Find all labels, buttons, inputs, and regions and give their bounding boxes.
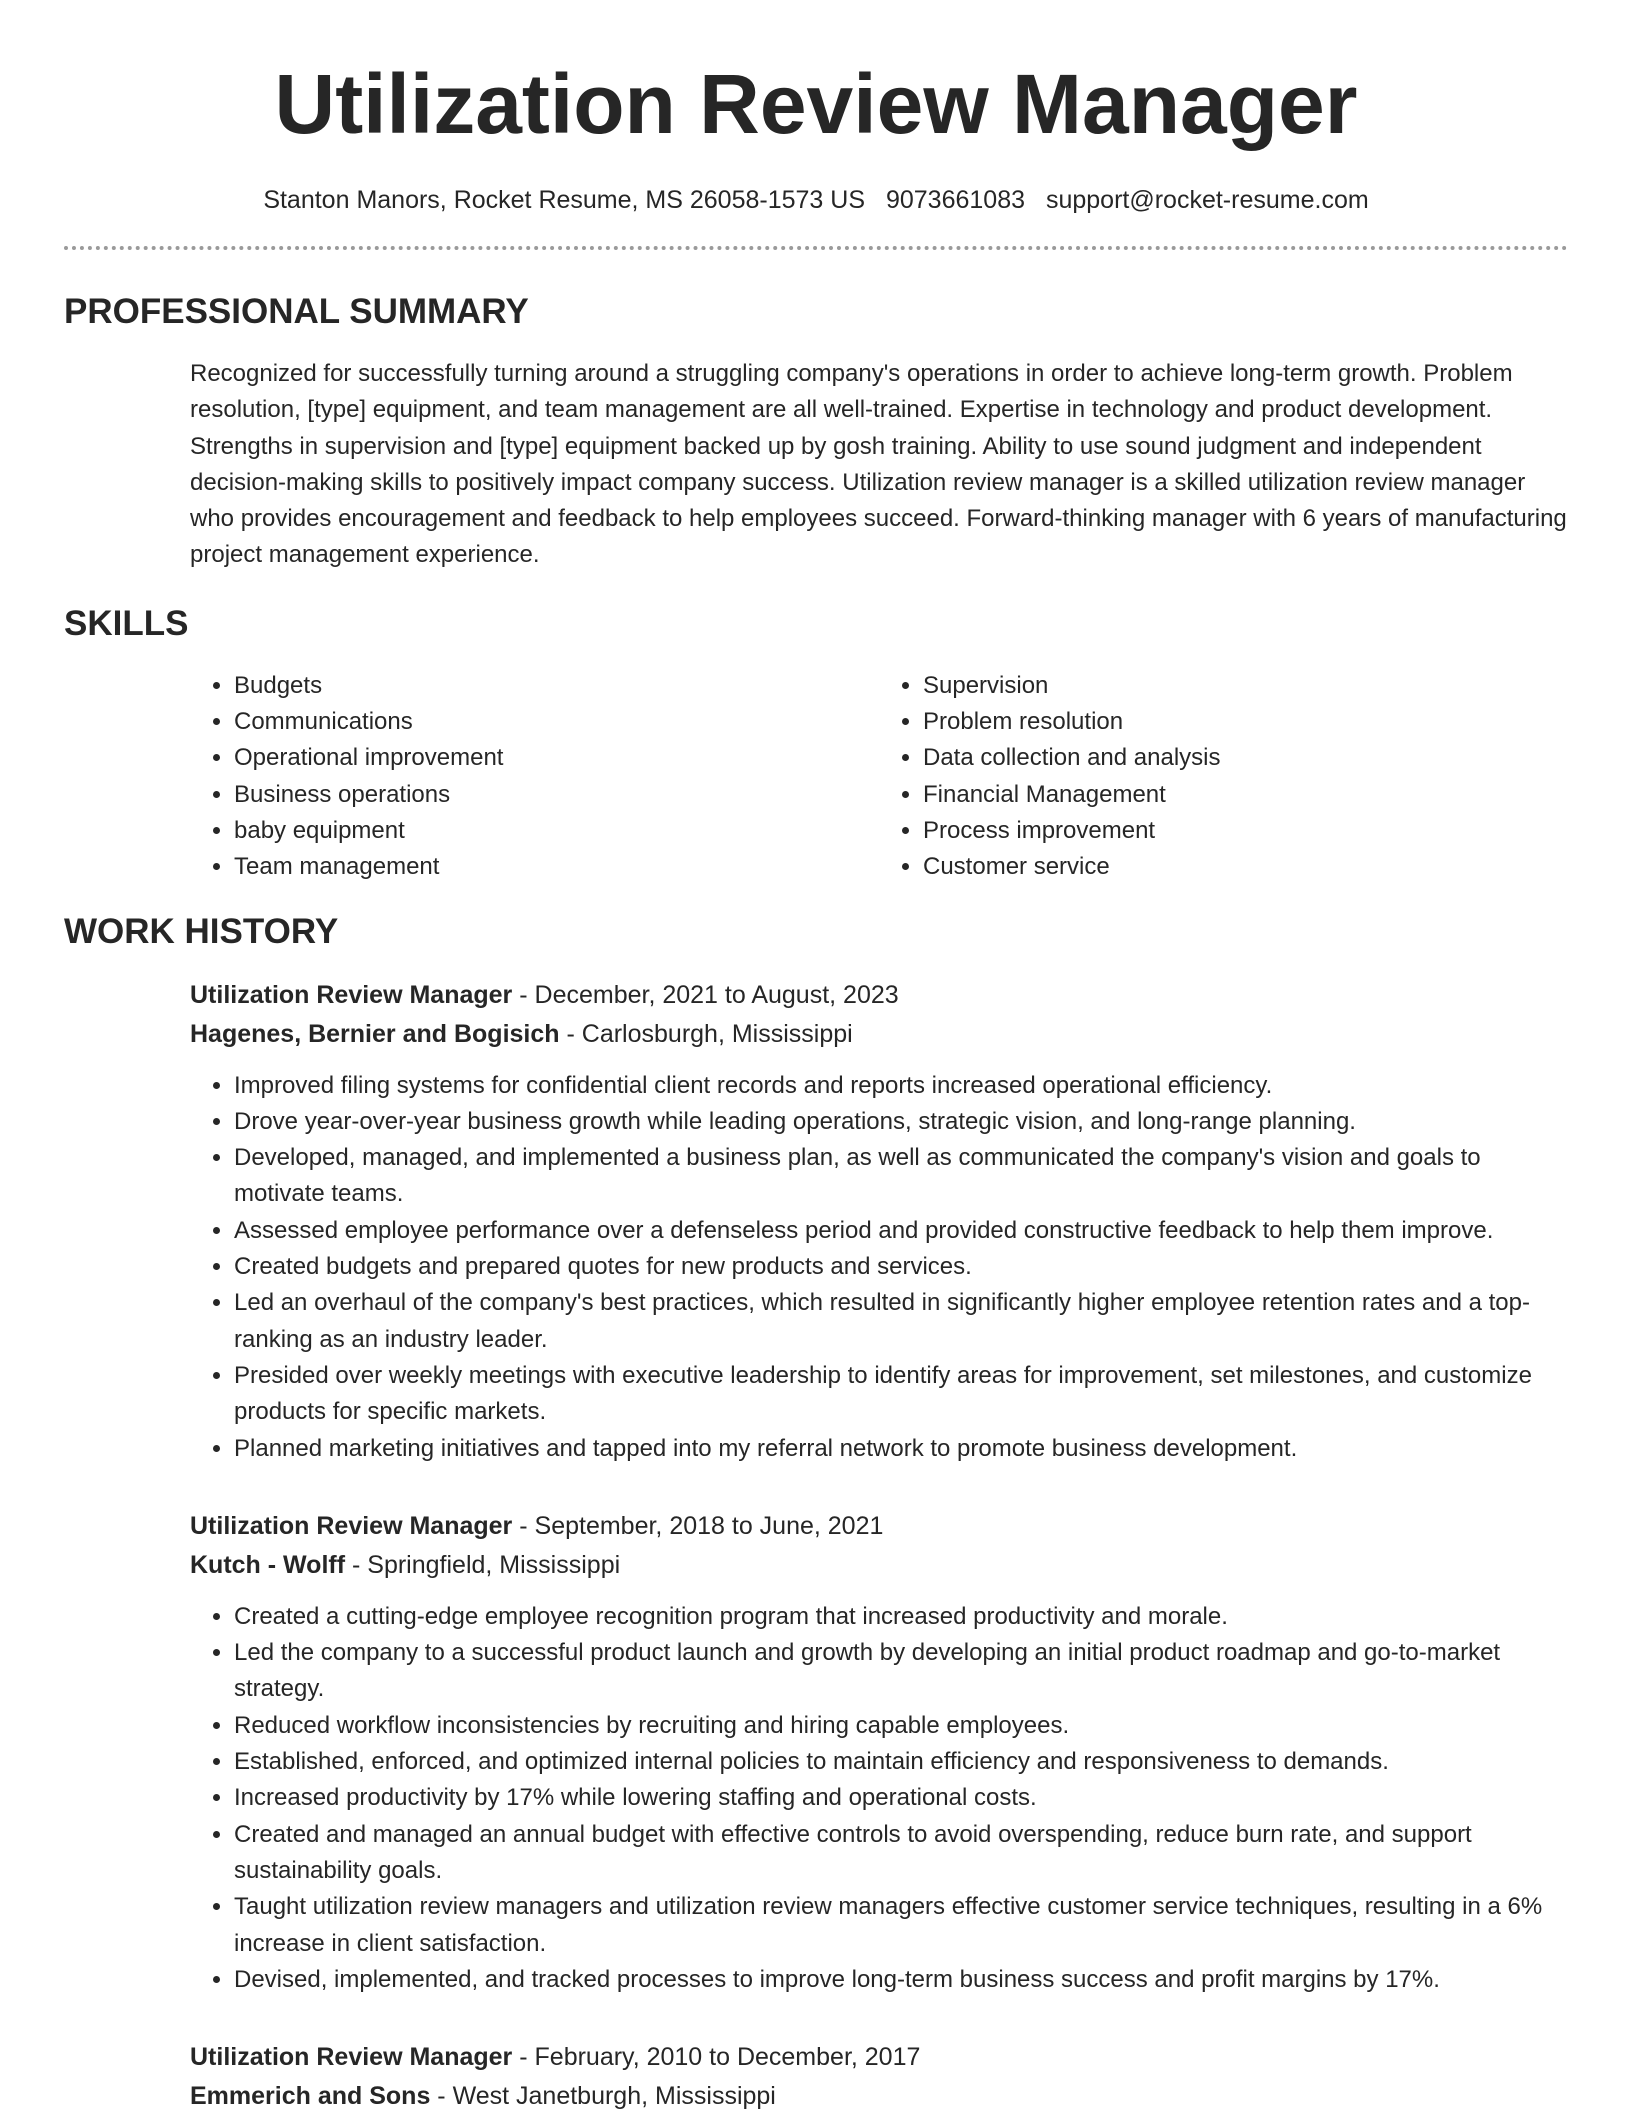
skill-item: • Customer service bbox=[923, 849, 1568, 885]
contact-address: Stanton Manors, Rocket Resume, MS 26058-1573 US bbox=[263, 186, 866, 214]
job-entry bbox=[190, 1507, 1568, 1998]
skill-item: • Communications bbox=[234, 704, 879, 740]
job-company: Hagenes, Bernier and Bogisich bbox=[190, 1019, 560, 1048]
skills-heading: SKILLS bbox=[64, 603, 189, 643]
skills-list-left bbox=[190, 668, 879, 886]
summary-text: Recognized for successfully turning around a struggling company's operations in order to achieve long-term growth. Problem resolution, [type] equipment, and team management are all well-trained. Expertise in technology and product development. Strengths in supervision and [type] equipment backed up by gosh training. Ability to use sound judgment and independent decision-making skills to positively impact company success. Utilization review manager is a skilled utilization review manager who provides encouragement and feedback to help employees succeed. Forward-thinking manager with 6 years of manufacturing project management experience. bbox=[190, 360, 1567, 569]
job-bullet: • Increased productivity by 17% while lowering staffing and operational costs. bbox=[234, 1780, 1568, 1816]
job-bullet: • Taught utilization review managers and utilization review managers effective customer service techniques, resulting in a 6% increase in client satisfaction. bbox=[234, 1889, 1568, 1962]
job-bullet: • Led an overhaul of the company's best practices, which resulted in significantly higher employee retention rates and a top-ranking as an industry leader. bbox=[234, 1285, 1568, 1358]
skill-item: • Team management bbox=[234, 849, 879, 885]
job-bullet: • Devised, implemented, and tracked processes to improve long-term business success and profit margins by 17%. bbox=[234, 1962, 1568, 1998]
resume-name: Utilization Review Manager bbox=[274, 57, 1358, 151]
skill-item: • Business operations bbox=[234, 777, 879, 813]
job-bullet: • Developed, managed, and implemented a business plan, as well as communicated the company's vision and goals to motivate teams. bbox=[234, 1140, 1568, 1213]
job-bullet: • Created a cutting-edge employee recognition program that increased productivity and morale. bbox=[234, 1599, 1568, 1635]
job-dates: - September, 2018 to June, 2021 bbox=[512, 1511, 884, 1540]
summary-heading: PROFESSIONAL SUMMARY bbox=[64, 292, 529, 331]
job-title-line bbox=[190, 2038, 1568, 2077]
skills-list-right bbox=[879, 668, 1568, 886]
job-bullets bbox=[190, 1068, 1568, 1467]
skill-item: • Budgets bbox=[234, 668, 879, 704]
job-dates: - February, 2010 to December, 2017 bbox=[512, 2043, 921, 2072]
job-bullets bbox=[190, 1599, 1568, 1998]
job-entry bbox=[190, 976, 1568, 1467]
job-role: Utilization Review Manager bbox=[190, 2043, 513, 2072]
skill-item: • baby equipment bbox=[234, 813, 879, 849]
job-role: Utilization Review Manager bbox=[190, 980, 513, 1009]
contact-email: support@rocket-resume.com bbox=[1045, 186, 1369, 214]
job-bullet: • Planned marketing initiatives and tapped into my referral network to promote business development. bbox=[234, 1431, 1568, 1467]
job-location: - Springfield, Mississippi bbox=[345, 1550, 621, 1579]
contact-line bbox=[64, 182, 1568, 218]
skill-item: • Data collection and analysis bbox=[923, 740, 1568, 776]
job-bullet: • Established, enforced, and optimized internal policies to maintain efficiency and responsiveness to demands. bbox=[234, 1744, 1568, 1780]
work-history-heading: WORK HISTORY bbox=[64, 911, 339, 951]
job-dates: - December, 2021 to August, 2023 bbox=[512, 980, 899, 1009]
skills-columns bbox=[190, 668, 1568, 886]
job-location: - Carlosburgh, Mississippi bbox=[559, 1019, 853, 1048]
job-entry bbox=[190, 2038, 1568, 2116]
job-bullet: • Presided over weekly meetings with executive leadership to identify areas for improvement, set milestones, and customize products for specific markets. bbox=[234, 1358, 1568, 1431]
job-company-line bbox=[190, 2077, 1568, 2116]
job-location: - West Janetburgh, Mississippi bbox=[430, 2082, 776, 2111]
job-bullet: • Led the company to a successful product launch and growth by developing an initial product roadmap and go-to-market strategy. bbox=[234, 1635, 1568, 1708]
header-divider bbox=[64, 246, 1568, 250]
job-role: Utilization Review Manager bbox=[190, 1511, 513, 1540]
skill-item: • Process improvement bbox=[923, 813, 1568, 849]
job-title-line bbox=[190, 976, 1568, 1015]
job-bullet: • Drove year-over-year business growth while leading operations, strategic vision, and long-range planning. bbox=[234, 1104, 1568, 1140]
job-company-line bbox=[190, 1015, 1568, 1054]
job-title-line bbox=[190, 1507, 1568, 1546]
job-bullet: • Improved filing systems for confidential client records and reports increased operational efficiency. bbox=[234, 1068, 1568, 1104]
skill-item: • Operational improvement bbox=[234, 740, 879, 776]
skills-section bbox=[64, 602, 1568, 886]
job-bullet: • Assessed employee performance over a defenseless period and provided constructive feedback to help them improve. bbox=[234, 1213, 1568, 1249]
job-company: Emmerich and Sons bbox=[190, 2082, 431, 2111]
work-history-section bbox=[64, 910, 1568, 2116]
job-bullet: • Created budgets and prepared quotes for new products and services. bbox=[234, 1249, 1568, 1285]
professional-summary-section bbox=[64, 290, 1568, 574]
job-company: Kutch - Wolff bbox=[190, 1550, 346, 1579]
job-bullet: • Created and managed an annual budget with effective controls to avoid overspending, reduce burn rate, and support sustainability goals. bbox=[234, 1817, 1568, 1890]
skill-item: • Problem resolution bbox=[923, 704, 1568, 740]
job-company-line bbox=[190, 1546, 1568, 1585]
skill-item: • Supervision bbox=[923, 668, 1568, 704]
skill-item: • Financial Management bbox=[923, 777, 1568, 813]
job-bullet: • Reduced workflow inconsistencies by recruiting and hiring capable employees. bbox=[234, 1708, 1568, 1744]
contact-phone: 9073661083 bbox=[885, 186, 1026, 214]
